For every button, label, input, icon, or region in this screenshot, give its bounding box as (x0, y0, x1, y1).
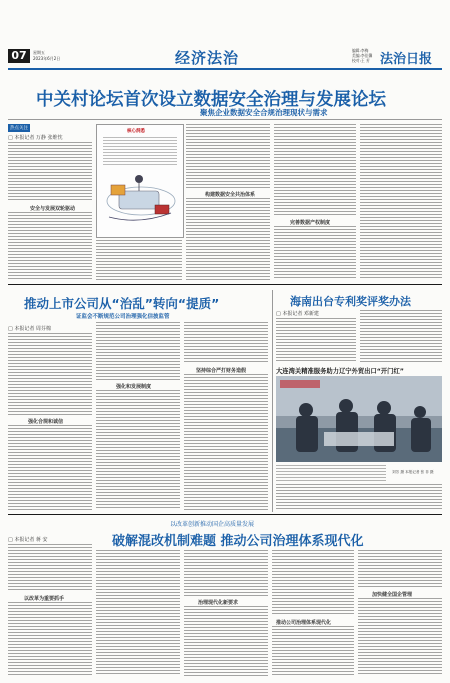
lead-subtitle: 聚焦企业数据安全合规治理现状与需求 (200, 108, 328, 117)
lead-col1-text-b (8, 212, 92, 280)
story2-col1-text-b (8, 425, 92, 510)
story4-col3-text-b (184, 606, 268, 676)
lead-reporter: □ 本报记者 万静 张维忱 (8, 135, 63, 141)
story4-col4-text-b (272, 626, 354, 676)
lead-divider (8, 119, 442, 120)
story2-col1-text-a (8, 333, 92, 415)
header-rule (8, 68, 442, 70)
lead-col5-text (360, 124, 442, 280)
story3-bottom-text (276, 484, 442, 510)
story4-col1-text-a (8, 544, 92, 592)
lead-subhead-c: 完善数据产权制度 (290, 220, 331, 226)
editor-line-2: 美编:李佳馨 (352, 53, 373, 58)
story3-title: 海南出台专利奖评奖办法 (290, 295, 411, 308)
masthead-logo: 法治日报 (380, 52, 433, 67)
story2-title: 推动上市公司从“治乱”转向“提质” (24, 296, 220, 311)
lead-col3-text-a (186, 124, 270, 188)
story4-col1-text-b (8, 602, 92, 676)
editor-line-1: 编辑:李梅 (352, 48, 369, 53)
story2-col3-text-b (184, 374, 268, 510)
story4-subhead-c: 推动公司治理体系现代化 (276, 620, 332, 626)
story2-right-divider (272, 290, 273, 512)
story3-bottom-rule (8, 514, 442, 515)
story2-subhead-b: 强化和发展制度 (116, 384, 152, 390)
story2-col2-text-b (96, 390, 180, 510)
cartoon-intro-text (103, 137, 177, 167)
lead-subhead-b: 构建数据安全共治体系 (205, 192, 256, 198)
story2-reporter: □ 本报记者 周芬棉 (8, 326, 51, 332)
story4-col3-text-a (184, 550, 268, 596)
story2-subhead-a: 强化合规和诚信 (28, 419, 64, 425)
cartoon-caption: 核心洞悉 (127, 129, 145, 134)
story3-reporter: □ 本报记者 邓新建 (276, 311, 319, 317)
lead-col4-text-b (274, 226, 356, 280)
story3-col1-text (276, 318, 356, 362)
story2-col3-text-a (184, 322, 268, 364)
page-number-badge: 07 (8, 49, 30, 63)
story4-title: 破解混改机制难题 推动公司治理体系现代化 (112, 534, 364, 549)
photo-headline: 大连湾关精准服务助力辽宁外贸出口“开门红” (276, 368, 404, 375)
photo-caption-text (276, 465, 386, 481)
photo-credit: 刘芳 摄 本报记者 张 非 摄 (392, 470, 434, 474)
focus-label: 热点关注 (10, 126, 28, 131)
lead-col3-text-b (186, 198, 270, 280)
cartoon-illustration (101, 169, 179, 231)
lead-col1-text-a (8, 142, 92, 202)
editor-line-3: 校对:王 芳 (352, 58, 370, 63)
story4-col4-text-a (272, 550, 354, 616)
story2-subhead-c: 坚持综合严打财务造假 (196, 368, 247, 374)
section-title: 经济法治 (175, 49, 240, 67)
story4-subhead-a: 以改革为重要抓手 (24, 596, 65, 602)
news-photo (276, 376, 442, 462)
page-date: 2023年6月2日 (33, 56, 61, 61)
story4-reporter: □ 本报记者 蒋 安 (8, 537, 48, 543)
lead-col2-text (96, 240, 182, 280)
story2-col2-text-a (96, 322, 180, 380)
cartoon-box (96, 124, 184, 238)
story4-col5-text-b (358, 598, 442, 676)
story4-subhead-d: 加快健全国企管理 (372, 592, 413, 598)
lead-col4-text-a (274, 124, 356, 216)
story4-col2-text (96, 550, 180, 676)
story4-subhead-b: 治理现代化新要求 (198, 600, 239, 606)
story2-subtitle: 证监会不断规范公司治理强化信披监管 (76, 314, 170, 320)
story4-kicker: 以改革创新推动国企高质量发展 (170, 521, 255, 528)
story4-col5-text-a (358, 550, 442, 588)
story3-col2-text (360, 310, 442, 362)
lead-title: 中关村论坛首次设立数据安全治理与发展论坛 (36, 90, 386, 110)
lead-subhead-a: 安全与发展双轮驱动 (30, 206, 76, 212)
page-weekday: 星期五 (33, 50, 45, 55)
lead-bottom-rule (8, 284, 442, 285)
